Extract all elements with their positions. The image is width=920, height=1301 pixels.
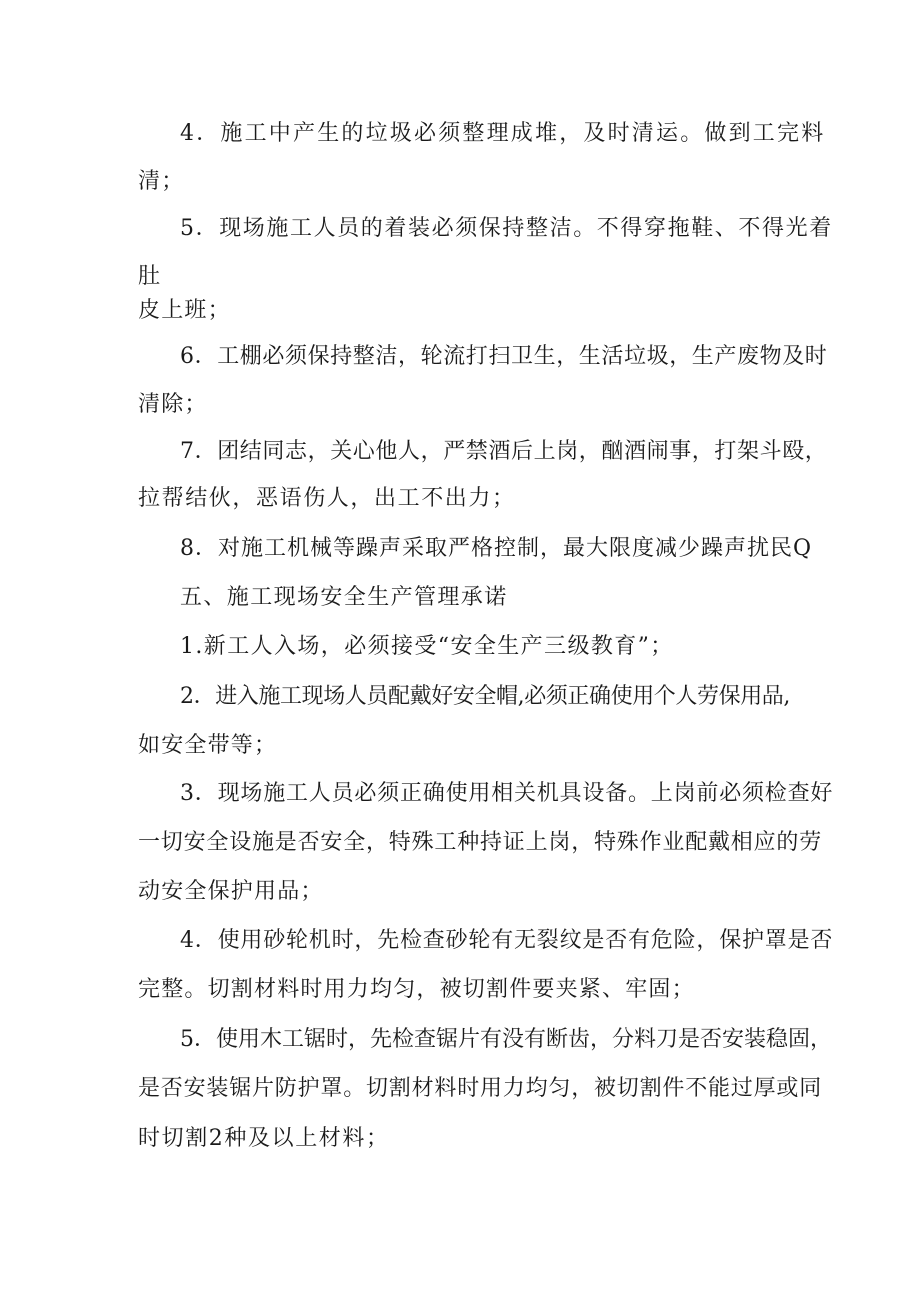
paragraph-line: 1.新工人入场，必须接受“安全生产三级教育”； — [180, 634, 674, 659]
paragraph-line: 7．团结同志，关心他人，严禁酒后上岗，酗酒闹事，打架斗殴， — [180, 439, 828, 464]
paragraph-line: 是否安装锯片防护罩。切割材料时用力均匀，被切割件不能过厚或同 — [138, 1076, 823, 1101]
paragraph-line: 5．现场施工人员的着装必须保持整洁。不得穿拖鞋、不得光着 — [180, 216, 833, 241]
paragraph-line: 拉帮结伙，恶语伤人，出工不出力； — [138, 486, 516, 511]
paragraph-line: 完整。切割材料时用力均匀，被切割件要夹紧、牢固； — [138, 977, 695, 1002]
paragraph-line: 2．进入施工现场人员配戴好安全帽,必须正确使用个人劳保用品, — [180, 684, 790, 709]
section-heading: 五、施工现场安全生产管理承诺 — [180, 585, 508, 610]
paragraph-line: 4．施工中产生的垃圾必须整理成堆，及时清运。做到工完料 — [180, 121, 826, 146]
paragraph-line: 如安全带等； — [138, 733, 278, 758]
paragraph-line: 时切割2种及以上材料； — [138, 1126, 390, 1151]
paragraph-line: 8．对施工机械等躁声采取严格控制，最大限度减少躁声扰民Q — [180, 536, 813, 561]
paragraph-line: 皮上班； — [138, 298, 231, 323]
paragraph-line: 3．现场施工人员必须正确使用相关机具设备。上岗前必须检查好 — [180, 781, 834, 806]
paragraph-line: 动安全保护用品； — [138, 879, 324, 904]
paragraph-line: 4．使用砂轮机时，先检查砂轮有无裂纹是否有危险，保护罩是否 — [180, 928, 834, 953]
paragraph-line: 清； — [138, 169, 185, 194]
paragraph-line: 清除； — [138, 392, 208, 417]
paragraph-line: 一切安全设施是否安全，特殊工种持证上岗，特殊作业配戴相应的劳 — [138, 830, 823, 855]
paragraph-line: 肚 — [138, 264, 162, 289]
paragraph-line: 5．使用木工锯时，先检查锯片有没有断齿，分料刀是否安装稳固， — [180, 1027, 832, 1052]
paragraph-line: 6．工棚必须保持整洁，轮流打扫卫生，生活垃圾，生产废物及时 — [180, 344, 828, 369]
